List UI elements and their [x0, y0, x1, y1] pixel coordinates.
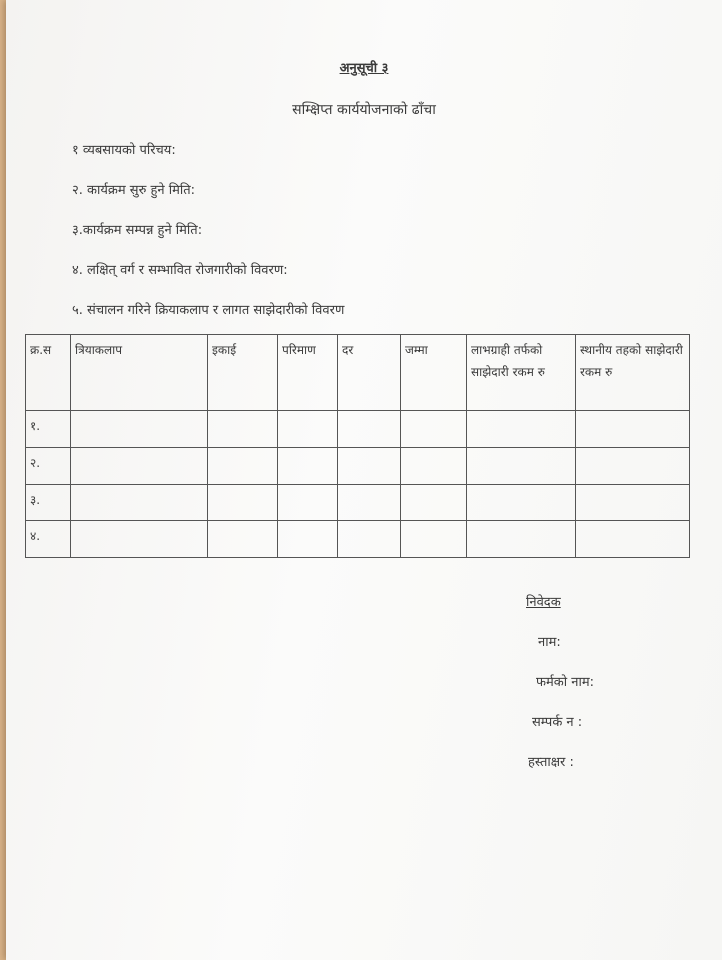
col-unit: इकाई	[208, 335, 278, 411]
table-row	[26, 484, 690, 521]
item-business-intro: १ व्यबसायको परिचय:	[72, 143, 176, 158]
col-total: जम्मा	[401, 335, 467, 411]
col-quantity: परिमाण	[278, 335, 338, 411]
applicant-block	[516, 592, 594, 770]
applicant-firm-field: फर्मको नाम:	[536, 675, 595, 690]
item-activity-cost: ५. संचालन गरिने क्रियाकलाप र लागत साझेदारीको विवरण	[72, 303, 345, 318]
row-serial: ३.	[26, 484, 71, 521]
applicant-label: निवेदक	[526, 595, 561, 610]
col-serial: क्र.स	[26, 335, 71, 411]
row-serial: ४.	[26, 521, 71, 558]
col-activity: त्रियाकलाप	[71, 335, 208, 411]
table-header-row	[26, 335, 690, 411]
activity-cost-table	[25, 334, 690, 558]
applicant-contact-field: सम्पर्क न :	[532, 715, 583, 730]
table-row	[26, 521, 690, 558]
col-local-share: स्थानीय तहको साझेदारी रकम रु	[576, 335, 690, 411]
schedule-title: अनुसूची ३	[339, 61, 389, 76]
table-row	[26, 411, 690, 448]
row-serial: २.	[26, 447, 71, 484]
row-serial: १.	[26, 411, 71, 448]
item-start-date: २. कार्यक्रम सुरु हुने मिति:	[72, 183, 196, 198]
item-target-group: ४. लक्षित् वर्ग र सम्भावित रोजगारीको विवरण:	[72, 263, 288, 278]
col-rate: दर	[338, 335, 401, 411]
table-row	[26, 447, 690, 484]
applicant-name-field: नाम:	[538, 635, 561, 650]
item-end-date: ३.कार्यक्रम सम्पन्न हुने मिति:	[72, 223, 203, 238]
applicant-signature-field: हस्ताक्षर :	[528, 755, 574, 770]
form-items	[72, 140, 344, 340]
col-beneficiary-share: लाभग्राही तर्फको साझेदारी रकम रु	[467, 335, 576, 411]
form-title: सम्क्षिप्त कार्ययोजनाको ढाँचा	[292, 102, 436, 118]
form-page	[6, 0, 722, 960]
